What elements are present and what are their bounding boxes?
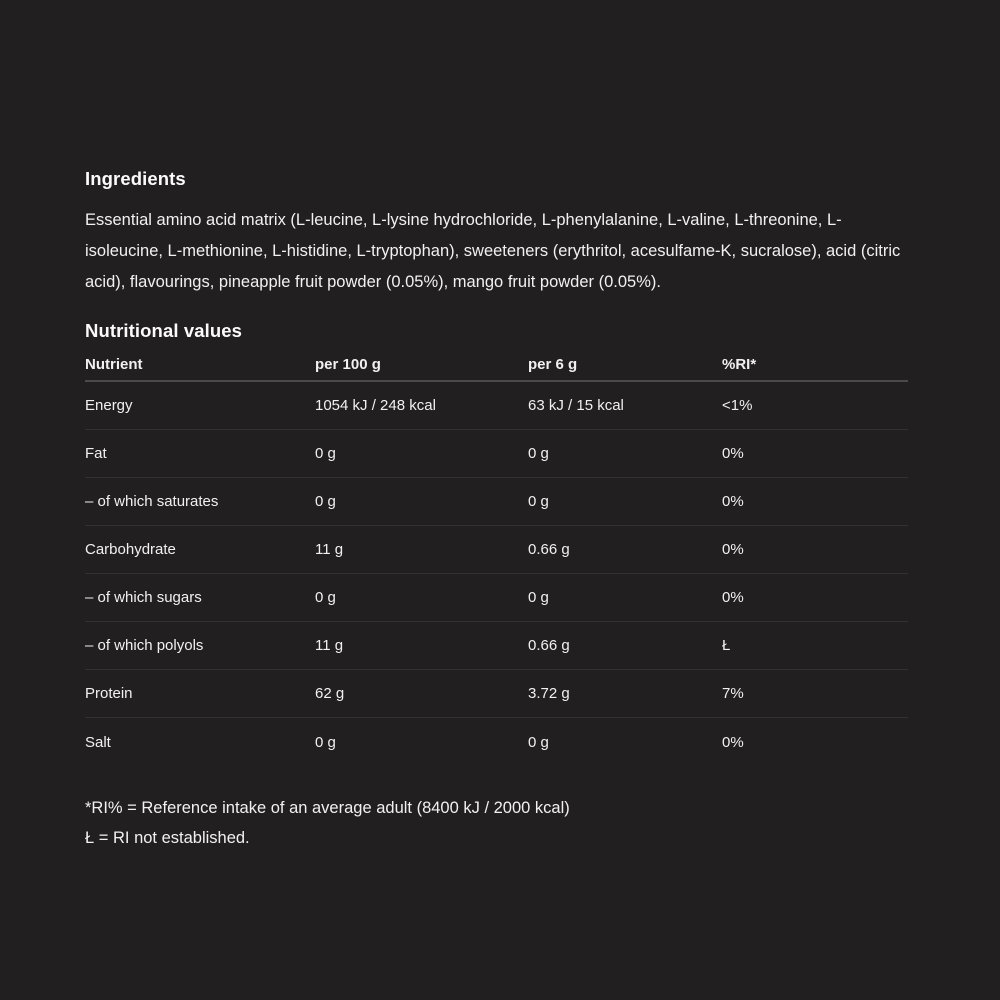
value-per-6g: 0 g	[528, 589, 549, 606]
value-per-6g: 3.72 g	[528, 685, 570, 702]
table-row-polyols	[85, 622, 908, 670]
value-per-100g: 1054 kJ / 248 kcal	[315, 397, 436, 414]
table-row-sugars	[85, 574, 908, 622]
value-per-6g: 0 g	[528, 493, 549, 510]
value-per-100g: 0 g	[315, 445, 336, 462]
value-per-100g: 0 g	[315, 733, 336, 751]
value-per-6g: 0.66 g	[528, 541, 570, 558]
value-per-6g: 0 g	[528, 733, 549, 751]
product-info-section	[85, 166, 908, 853]
value-per-100g: 11 g	[315, 541, 344, 558]
value-ri: 0%	[722, 541, 744, 558]
nutrient-name: – of which polyols	[85, 637, 204, 654]
value-per-100g: 11 g	[315, 637, 344, 654]
nutrient-name: – of which saturates	[85, 493, 219, 510]
footnotes	[85, 793, 908, 853]
value-ri: 0%	[722, 733, 744, 751]
value-ri: Ł	[722, 637, 731, 654]
nutrient-name: Protein	[85, 685, 133, 702]
table-row-carbohydrate	[85, 526, 908, 574]
table-row-protein	[85, 670, 908, 718]
value-per-6g: 63 kJ / 15 kcal	[528, 397, 624, 414]
value-ri: 0%	[722, 589, 744, 606]
column-header-ri: %RI*	[722, 356, 757, 373]
nutrient-name: – of which sugars	[85, 589, 202, 606]
nutrient-name: Fat	[85, 445, 107, 462]
value-ri: 0%	[722, 493, 744, 510]
table-row-energy	[85, 382, 908, 430]
column-header-nutrient: Nutrient	[85, 356, 143, 373]
value-ri: <1%	[722, 397, 753, 414]
value-per-6g: 0 g	[528, 445, 549, 462]
value-ri: 7%	[722, 685, 744, 702]
nutrient-name: Energy	[85, 397, 133, 414]
value-per-100g: 0 g	[315, 589, 336, 606]
table-row-salt	[85, 718, 908, 766]
ingredients-text: Essential amino acid matrix (L-leucine, L-lysine hydrochloride, L-phenylalanine, L-valine, L-threonine, L-isoleucine, L-methionine, L-histidine, L-tryptophan), sweeteners (erythritol, acesulfame-K, sucralose), acid (citric acid), flavourings, pineapple fruit powder (0.05%), mango fruit powder (0.05%).	[85, 211, 901, 291]
l-footnote: Ł = RI not established.	[85, 829, 250, 847]
ingredients-heading: Ingredients	[85, 168, 186, 189]
value-per-100g: 62 g	[315, 685, 345, 702]
column-header-per-6g: per 6 g	[528, 356, 578, 373]
nutritional-values-heading: Nutritional values	[85, 320, 243, 341]
nutrient-name: Carbohydrate	[85, 541, 176, 558]
ri-footnote: *RI% = Reference intake of an average adult (8400 kJ / 2000 kcal)	[85, 799, 570, 817]
value-per-6g: 0.66 g	[528, 637, 570, 654]
table-row-fat	[85, 430, 908, 478]
nutrient-name: Salt	[85, 733, 111, 751]
table-row-saturates	[85, 478, 908, 526]
value-per-100g: 0 g	[315, 493, 336, 510]
column-header-per-100g: per 100 g	[315, 356, 381, 373]
nutrition-table	[85, 356, 908, 766]
value-ri: 0%	[722, 445, 744, 462]
nutrition-table-header	[85, 356, 908, 382]
